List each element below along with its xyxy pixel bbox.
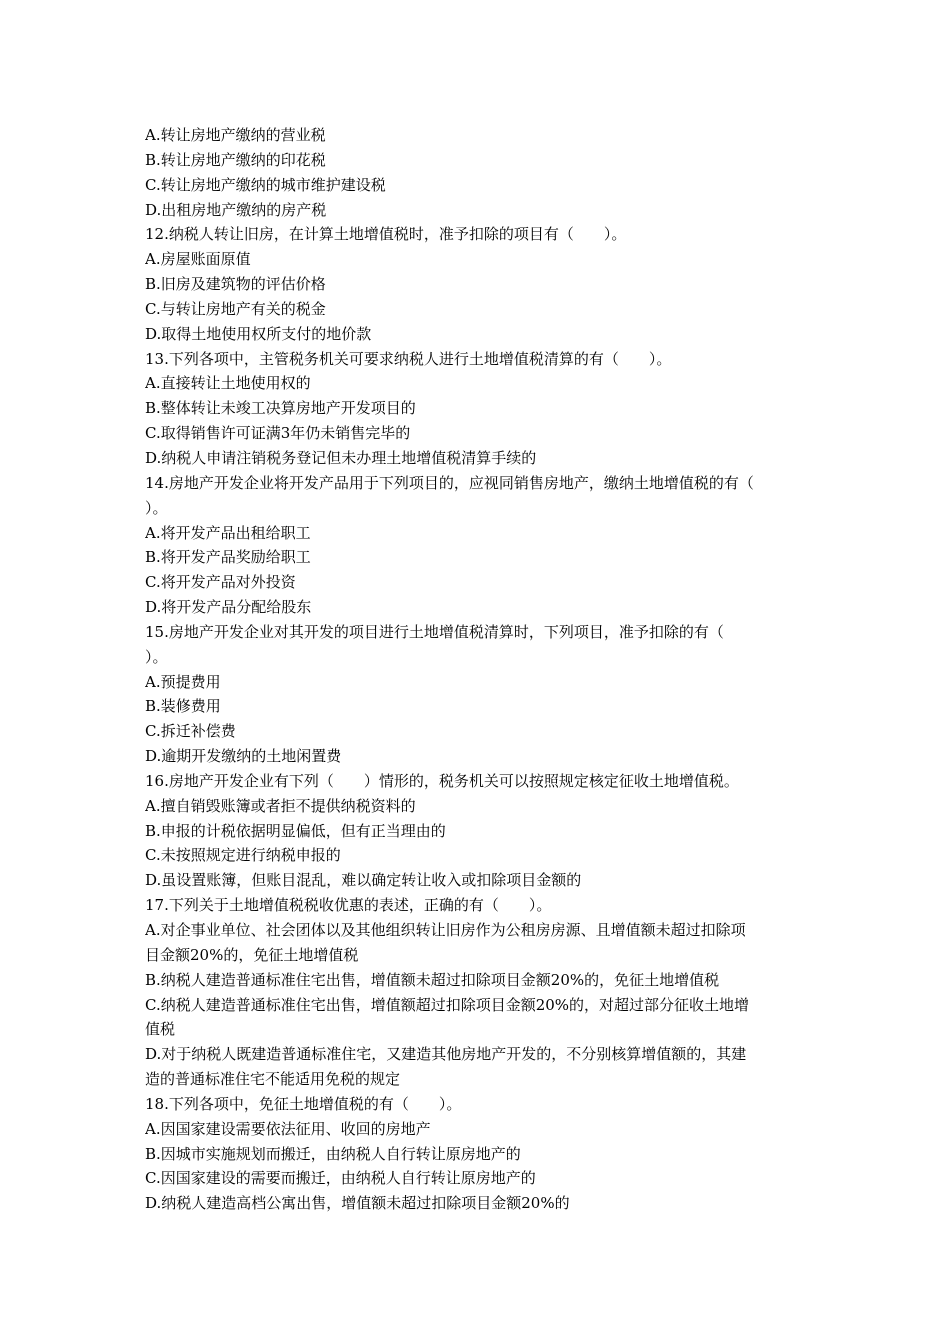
text-line: 造的普通标准住宅不能适用免税的规定 — [145, 1070, 401, 1089]
text-line: D.纳税人申请注销税务登记但未办理土地增值税清算手续的 — [145, 448, 537, 467]
question-line: 18.下列各项中，免征土地增值税的有（ ）。 — [145, 1094, 462, 1113]
text-line: D.逾期开发缴纳的土地闲置费 — [145, 747, 342, 766]
text-line: C.将开发产品对外投资 — [145, 573, 296, 592]
text-line: D.虽设置账簿，但账目混乱，难以确定转让收入或扣除项目金额的 — [145, 871, 582, 890]
text-line: D.出租房地产缴纳的房产税 — [145, 200, 327, 219]
text-line: ）。 — [145, 647, 168, 666]
text-line: A.擅自销毁账簿或者拒不提供纳税资料的 — [145, 796, 416, 815]
text-line: C.取得销售许可证满3年仍未销售完毕的 — [145, 424, 411, 443]
document-page — [145, 123, 817, 1216]
text-line: A.转让房地产缴纳的营业税 — [145, 126, 326, 144]
text-line: B.旧房及建筑物的评估价格 — [145, 275, 326, 294]
text-line: B.整体转让未竣工决算房地产开发项目的 — [145, 399, 416, 418]
question-line: 17.下列关于土地增值税税收优惠的表述，正确的有（ ）。 — [145, 896, 552, 915]
text-line: B.纳税人建造普通标准住宅出售，增值额未超过扣除项目金额20%的，免征土地增值税 — [145, 970, 720, 989]
text-line: B.因城市实施规划而搬迁，由纳税人自行转让原房地产的 — [145, 1144, 521, 1163]
text-line: B.申报的计税依据明显偏低，但有正当理由的 — [145, 821, 446, 840]
text-line: D.纳税人建造高档公寓出售，增值额未超过扣除项目金额20%的 — [145, 1194, 570, 1213]
text-line: C.转让房地产缴纳的城市维护建设税 — [145, 175, 386, 194]
question-line: 16.房地产开发企业有下列（ ）情形的，税务机关可以按照规定核定征收土地增值税。 — [145, 771, 739, 790]
text-line: D.将开发产品分配给股东 — [145, 598, 312, 617]
text-line: C.纳税人建造普通标准住宅出售，增值额超过扣除项目金额20%的，对超过部分征收土地增 — [145, 995, 750, 1014]
question-line: 12.纳税人转让旧房，在计算土地增值税时，准予扣除的项目有（ ）。 — [145, 225, 627, 244]
text-line: A.因国家建设需要依法征用、收回的房地产 — [145, 1119, 431, 1138]
text-line: C.因国家建设的需要而搬迁，由纳税人自行转让原房地产的 — [145, 1169, 536, 1188]
text-line: D.对于纳税人既建造普通标准住宅，又建造其他房地产开发的，不分别核算增值额的，其建 — [145, 1045, 747, 1064]
text-line: 目金额20%的，免征土地增值税 — [145, 945, 359, 964]
text-line: B.转让房地产缴纳的印花税 — [145, 150, 326, 169]
text-line: A.对企事业单位、社会团体以及其他组织转让旧房作为公租房房源、且增值额未超过扣除项 — [145, 921, 746, 939]
text-line: B.装修费用 — [145, 697, 221, 716]
question-line: 14.房地产开发企业将开发产品用于下列项目的，应视同销售房地产，缴纳土地增值税的有（ — [145, 473, 754, 492]
text-line: 值税 — [145, 1020, 176, 1039]
text-line: C.未按照规定进行纳税申报的 — [145, 846, 341, 865]
text-line: C.与转让房地产有关的税金 — [145, 299, 326, 318]
text-line: A.房屋账面原值 — [145, 250, 251, 269]
text-line: A.预提费用 — [145, 672, 221, 691]
text-line: A.直接转让土地使用权的 — [145, 374, 311, 393]
question-line: 13.下列各项中，主管税务机关可要求纳税人进行土地增值税清算的有（ ）。 — [145, 349, 672, 368]
text-line: D.取得土地使用权所支付的地价款 — [145, 324, 372, 343]
text-line: ）。 — [145, 498, 168, 517]
text-line: A.将开发产品出租给职工 — [145, 523, 311, 542]
text-line: B.将开发产品奖励给职工 — [145, 548, 311, 567]
text-line: C.拆迁补偿费 — [145, 722, 236, 741]
question-line: 15.房地产开发企业对其开发的项目进行土地增值税清算时，下列项目，准予扣除的有（ — [145, 622, 724, 641]
